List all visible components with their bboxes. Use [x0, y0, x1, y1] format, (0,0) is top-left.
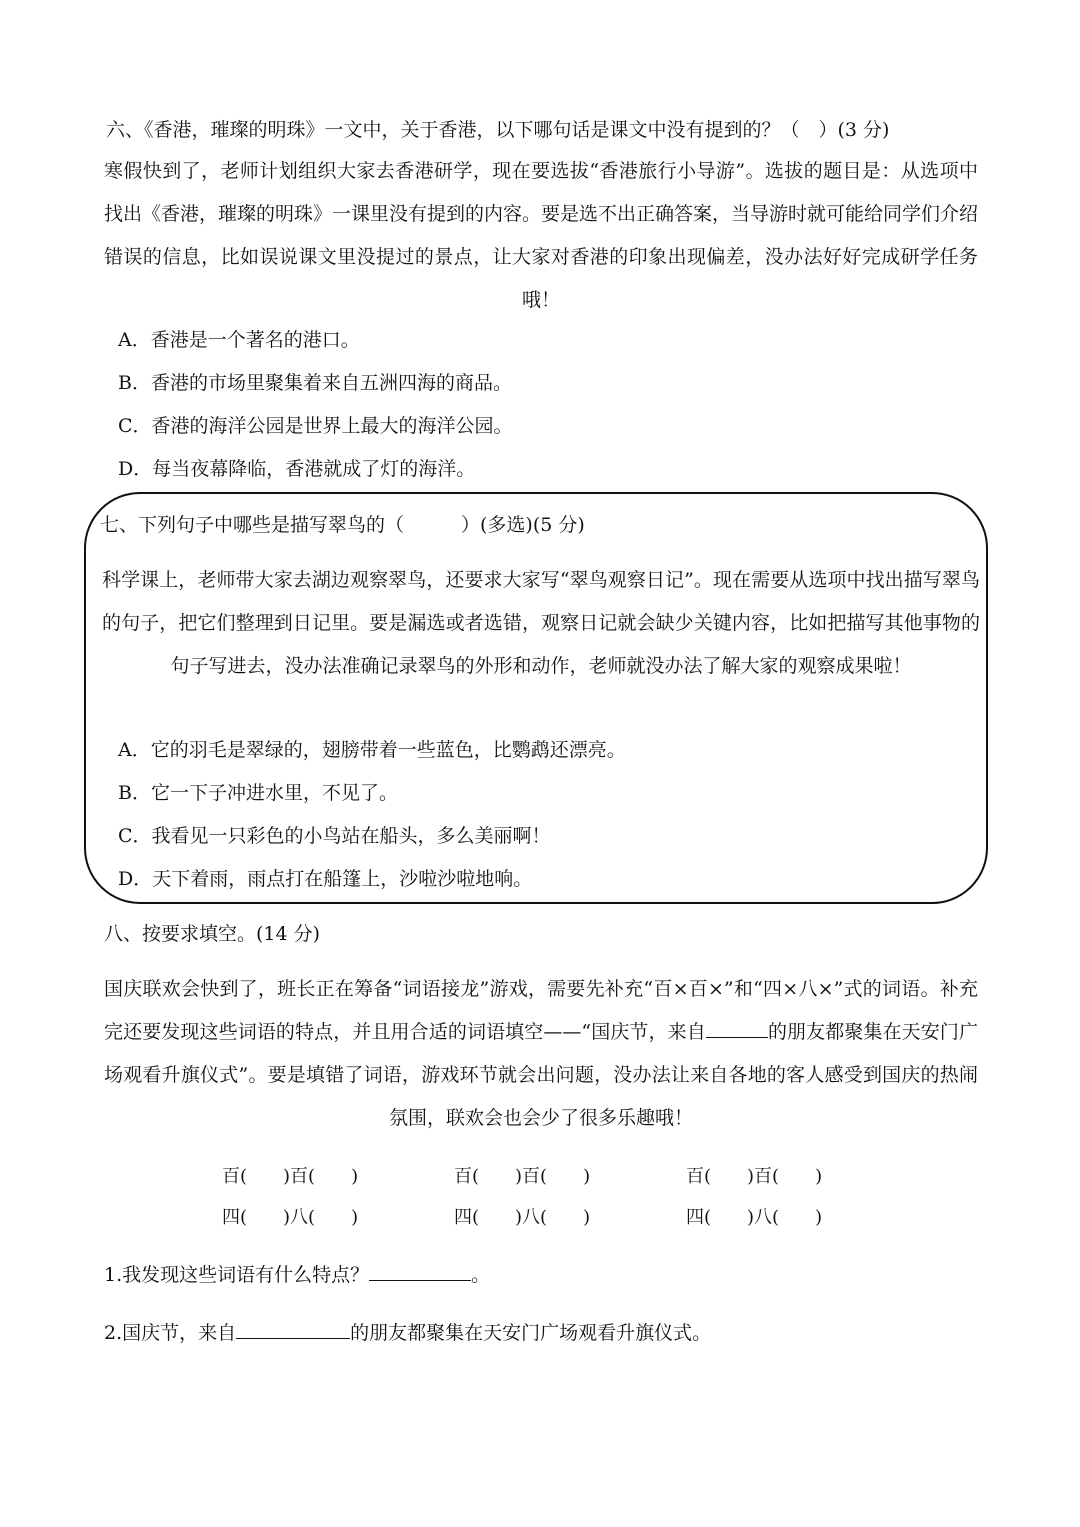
q8-context-before: 国庆联欢会快到了，班长正在筹备“词语接龙”游戏，需要先补充“百×百×”和“四×八×”式的词语。补充完还要发现这些词语的特点，并且用合适的词语填空——“国庆节，来自	[104, 978, 978, 1043]
q6-title: 六、《香港，璀璨的明珠》一文中，关于香港，以下哪句话是课文中没有提到的？（ ）(3 分)	[106, 119, 890, 141]
q7-context: 科学课上，老师带大家去湖边观察翠鸟，还要求大家写“翠鸟观察日记”。现在需要从选项中找出描写翠鸟的句子，把它们整理到日记里。要是漏选或者选错，观察日记就会缺少关键内容，比如把描写其他事物的句子写进去，没办法准确记录翠鸟的外形和动作，老师就没办法了解大家的观察成果啦！	[102, 569, 980, 677]
q7-option-a[interactable]: A．它的羽毛是翠绿的，翅膀带着一些蓝色，比鹦鹉还漂亮。	[118, 739, 626, 761]
q8-context-after: 的朋友都聚集在天安门广场观看升旗仪式”。要是填错了词语，游戏环节就会出问题，没办法让来自各地的客人感受到国庆的热闹氛围，联欢会也会少了很多乐趣哦！	[104, 1021, 978, 1129]
q6-option-a[interactable]: A．香港是一个著名的港口。	[118, 329, 360, 351]
q6-option-c[interactable]: C．香港的海洋公园是世界上最大的海洋公园。	[118, 415, 513, 437]
q6-context: 寒假快到了，老师计划组织大家去香港研学，现在要选拔“香港旅行小导游”。选拔的题目是：从选项中找出《香港，璀璨的明珠》一课里没有提到的内容。要是选不出正确答案，当导游时就可能给同学们介绍错误的信息，比如误说课文里没提过的景点，让大家对香港的印象出现偏差，没办法好好完成研学任务哦！	[104, 160, 979, 311]
q7-option-d[interactable]: D．天下着雨，雨点打在船篷上，沙啦沙啦地响。	[118, 868, 533, 890]
q8-context-blank[interactable]	[706, 1019, 768, 1038]
word-blank-group[interactable]: 百( )百( )	[222, 1166, 359, 1187]
sub1-answer-blank[interactable]	[369, 1262, 471, 1281]
word-row-2	[0, 1203, 1080, 1231]
q8-sub-question-2	[104, 1320, 711, 1346]
sub2-text: 2.国庆节，来自	[104, 1322, 237, 1344]
sub1-text: 1.我发现这些词语有什么特点？	[104, 1264, 370, 1286]
word-row-1	[0, 1162, 1080, 1190]
q8-context	[104, 968, 978, 1140]
q7-option-c[interactable]: C．我看见一只彩色的小鸟站在船头，多么美丽啊！	[118, 825, 551, 847]
q6-option-d[interactable]: D．每当夜幕降临，香港就成了灯的海洋。	[118, 458, 476, 480]
word-blank-group[interactable]: 四( )八( )	[454, 1207, 591, 1228]
word-blank-group[interactable]: 四( )八( )	[222, 1207, 359, 1228]
q8-title: 八、按要求填空。(14 分)	[104, 923, 321, 945]
q6-option-b[interactable]: B．香港的市场里聚集着来自五洲四海的商品。	[118, 372, 512, 394]
q7-option-b[interactable]: B．它一下子冲进水里，不见了。	[118, 782, 398, 804]
sub2-answer-blank[interactable]	[236, 1320, 350, 1339]
sub2-end: 的朋友都聚集在天安门广场观看升旗仪式。	[350, 1322, 712, 1344]
q8-sub-question-1	[104, 1262, 490, 1288]
q7-title: 七、下列句子中哪些是描写翠鸟的（ ）(多选)(5 分)	[100, 514, 585, 536]
sub1-end: 。	[471, 1264, 491, 1286]
word-blank-group[interactable]: 百( )百( )	[686, 1166, 823, 1187]
word-blank-group[interactable]: 四( )八( )	[686, 1207, 823, 1228]
word-blank-group[interactable]: 百( )百( )	[454, 1166, 591, 1187]
